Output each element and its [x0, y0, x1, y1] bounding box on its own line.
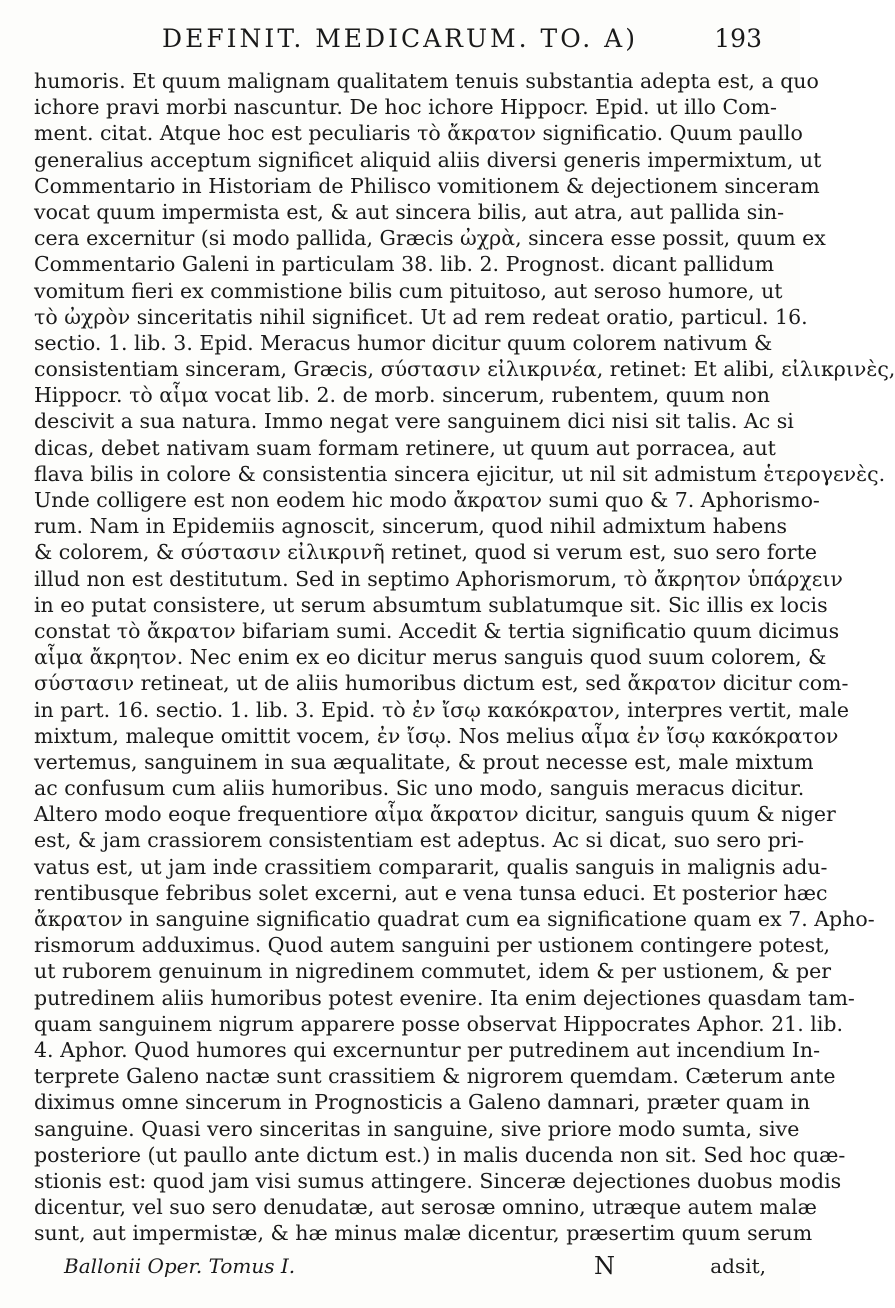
text-line: stionis est: quod jam visi sumus attingere. Sinceræ dejectiones duobus modis	[34, 1168, 842, 1193]
running-head: DEFINIT. MEDICARUM. TO. A)	[162, 24, 638, 53]
text-line: terprete Galeno nactæ sunt crassitiem & nigrorem quemdam. Cæterum ante	[34, 1064, 836, 1089]
text-line: diximus omne sincerum in Prognosticis a Galeno damnari, præter quam in	[34, 1090, 811, 1115]
text-line: illud non est destitutum. Sed in septimo Aphorismorum, τὸ ἄκρητον ὑπάρχειν	[34, 566, 843, 591]
text-line: quam sanguinem nigrum apparere posse observat Hippocrates Aphor. 21. lib.	[34, 1011, 844, 1036]
text-line: rismorum adduximus. Quod autem sanguini per ustionem contingere potest,	[34, 933, 830, 958]
text-line: ment. citat. Atque hoc est peculiaris τὸ ἄκρατον significatio. Quum paullo	[34, 121, 803, 146]
text-line: 4. Aphor. Quod humores qui excernuntur per putredinem aut incendium In-	[34, 1037, 820, 1062]
text-line: sanguine. Quasi vero sinceritas in sanguine, sive priore modo sumta, sive	[34, 1116, 800, 1141]
text-line: ἄκρατον in sanguine significatio quadrat cum ea significatione quam ex 7. Apho-	[34, 907, 875, 931]
text-line: vomitum fieri ex commistione bilis cum pituitoso, aut seroso humore, ut	[34, 278, 783, 303]
text-line: rum. Nam in Epidemiis agnoscit, sincerum, quod nihil admixtum habens	[34, 514, 788, 539]
text-line: Commentario in Historiam de Philisco vomitionem & dejectionem sinceram	[34, 173, 820, 198]
text-line: sectio. 1. lib. 3. Epid. Meracus humor dicitur quum colorem nativum &	[34, 330, 773, 355]
text-line: posteriore (ut paullo ante dictum est.) in malis ducenda non sit. Sed hoc quæ-	[34, 1142, 846, 1167]
text-line: Commentario Galeni in particulam 38. lib. 2. Prognost. dicant pallidum	[34, 252, 775, 277]
text-line: σύστασιν retineat, ut de aliis humoribus dictum est, sed ἄκρατον dicitur com-	[34, 671, 849, 696]
text-line: dicas, debet nativam suam formam retinere, ut quum aut porracea, aut	[34, 435, 776, 460]
text-line: cera excernitur (si modo pallida, Græcis ὠχρὰ, sincera esse possit, quum ex	[34, 226, 826, 251]
text-line: ichore pravi morbi nascuntur. De hoc ichore Hippocr. Epid. ut illo Com-	[34, 95, 777, 120]
page-number: 193	[714, 24, 762, 53]
text-line: generalius acceptum significet aliquid aliis diversi generis impermixtum, ut	[34, 147, 822, 172]
text-line: humoris. Et quum malignam qualitatem tenuis substantia adepta est, a quo	[34, 69, 819, 93]
text-line: dicentur, vel suo sero denudatæ, aut serosæ omnino, utræque autem malæ	[34, 1195, 817, 1220]
book-title: Ballonii Oper. Tomus I.	[64, 1254, 296, 1278]
text-line: rentibusque febribus solet excerni, aut e vena tunsa educi. Et posterior hæc	[34, 880, 828, 905]
body-text	[34, 68, 895, 1246]
text-line: flava bilis in colore & consistentia sincera ejicitur, ut nil sit admistum ἑτερογενὲς.	[34, 461, 886, 486]
catchword: adsit,	[710, 1254, 766, 1278]
text-line: in eo putat consistere, ut serum absumtum sublatumque sit. Sic illis ex locis	[34, 592, 828, 617]
text-line: Hippocr. τὸ αἷμα vocat lib. 2. de morb. sincerum, rubentem, quum non	[34, 383, 770, 408]
text-line: τὸ ὠχρὸν sinceritatis nihil significet. Ut ad rem redeat oratio, particul. 16.	[34, 304, 808, 329]
text-line: vertemus, sanguinem in sua æqualitate, & prout necesse est, male mixtum	[34, 749, 814, 774]
text-line: in part. 16. sectio. 1. lib. 3. Epid. τὸ ἐν ἴσῳ κακόκρατον, interpres vertit, male	[34, 697, 850, 722]
signature-mark: N	[594, 1252, 615, 1280]
page-footer	[34, 1254, 770, 1284]
text-line: vatus est, ut jam inde crassitiem compararit, qualis sanguis in malignis adu-	[34, 854, 828, 879]
text-line: est, & jam crassiorem consistentiam est adeptus. Ac si dicat, suo sero pri-	[34, 828, 805, 853]
text-line: consistentiam sinceram, Græcis, σύστασιν εἰλικρινέα, retinet: Et alibi, εἰλικρινὲς,	[34, 357, 895, 382]
text-line: vocat quum impermista est, & aut sincera bilis, aut atra, aut pallida sin-	[34, 199, 785, 224]
text-line: ac confusum cum aliis humoribus. Sic uno modo, sanguis meracus dicitur.	[34, 776, 805, 801]
text-line: ut ruborem genuinum in nigredinem commutet, idem & per ustionem, & per	[34, 959, 832, 984]
text-line: mixtum, maleque omittit vocem, ἐν ἴσῳ. Nos melius αἷμα ἐν ἴσῳ κακόκρατον	[34, 723, 839, 748]
text-line: αἷμα ἄκρητον. Nec enim ex eo dicitur merus sanguis quod suum colorem, &	[34, 645, 827, 670]
page-header	[30, 24, 770, 58]
text-line: & colorem, & σύστασιν εἰλικρινῆ retinet, quod si verum est, suo sero forte	[34, 540, 817, 565]
text-line: constat τὸ ἄκρατον bifariam sumi. Accedit & tertia significatio quum dicimus	[34, 618, 840, 643]
text-line: putredinem aliis humoribus potest evenire. Ita enim dejectiones quasdam tam-	[34, 985, 855, 1010]
text-line: sunt, aut impermistæ, & hæ minus malæ dicentur, præsertim quum serum	[34, 1221, 813, 1246]
text-line: descivit a sua natura. Immo negat vere sanguinem dici nisi sit talis. Ac si	[34, 409, 794, 434]
text-line: Altero modo eoque frequentiore αἷμα ἄκρατον dicitur, sanguis quum & niger	[34, 802, 836, 827]
text-line: Unde colligere est non eodem hic modo ἄκρατον sumi quo & 7. Aphorismo-	[34, 488, 820, 512]
